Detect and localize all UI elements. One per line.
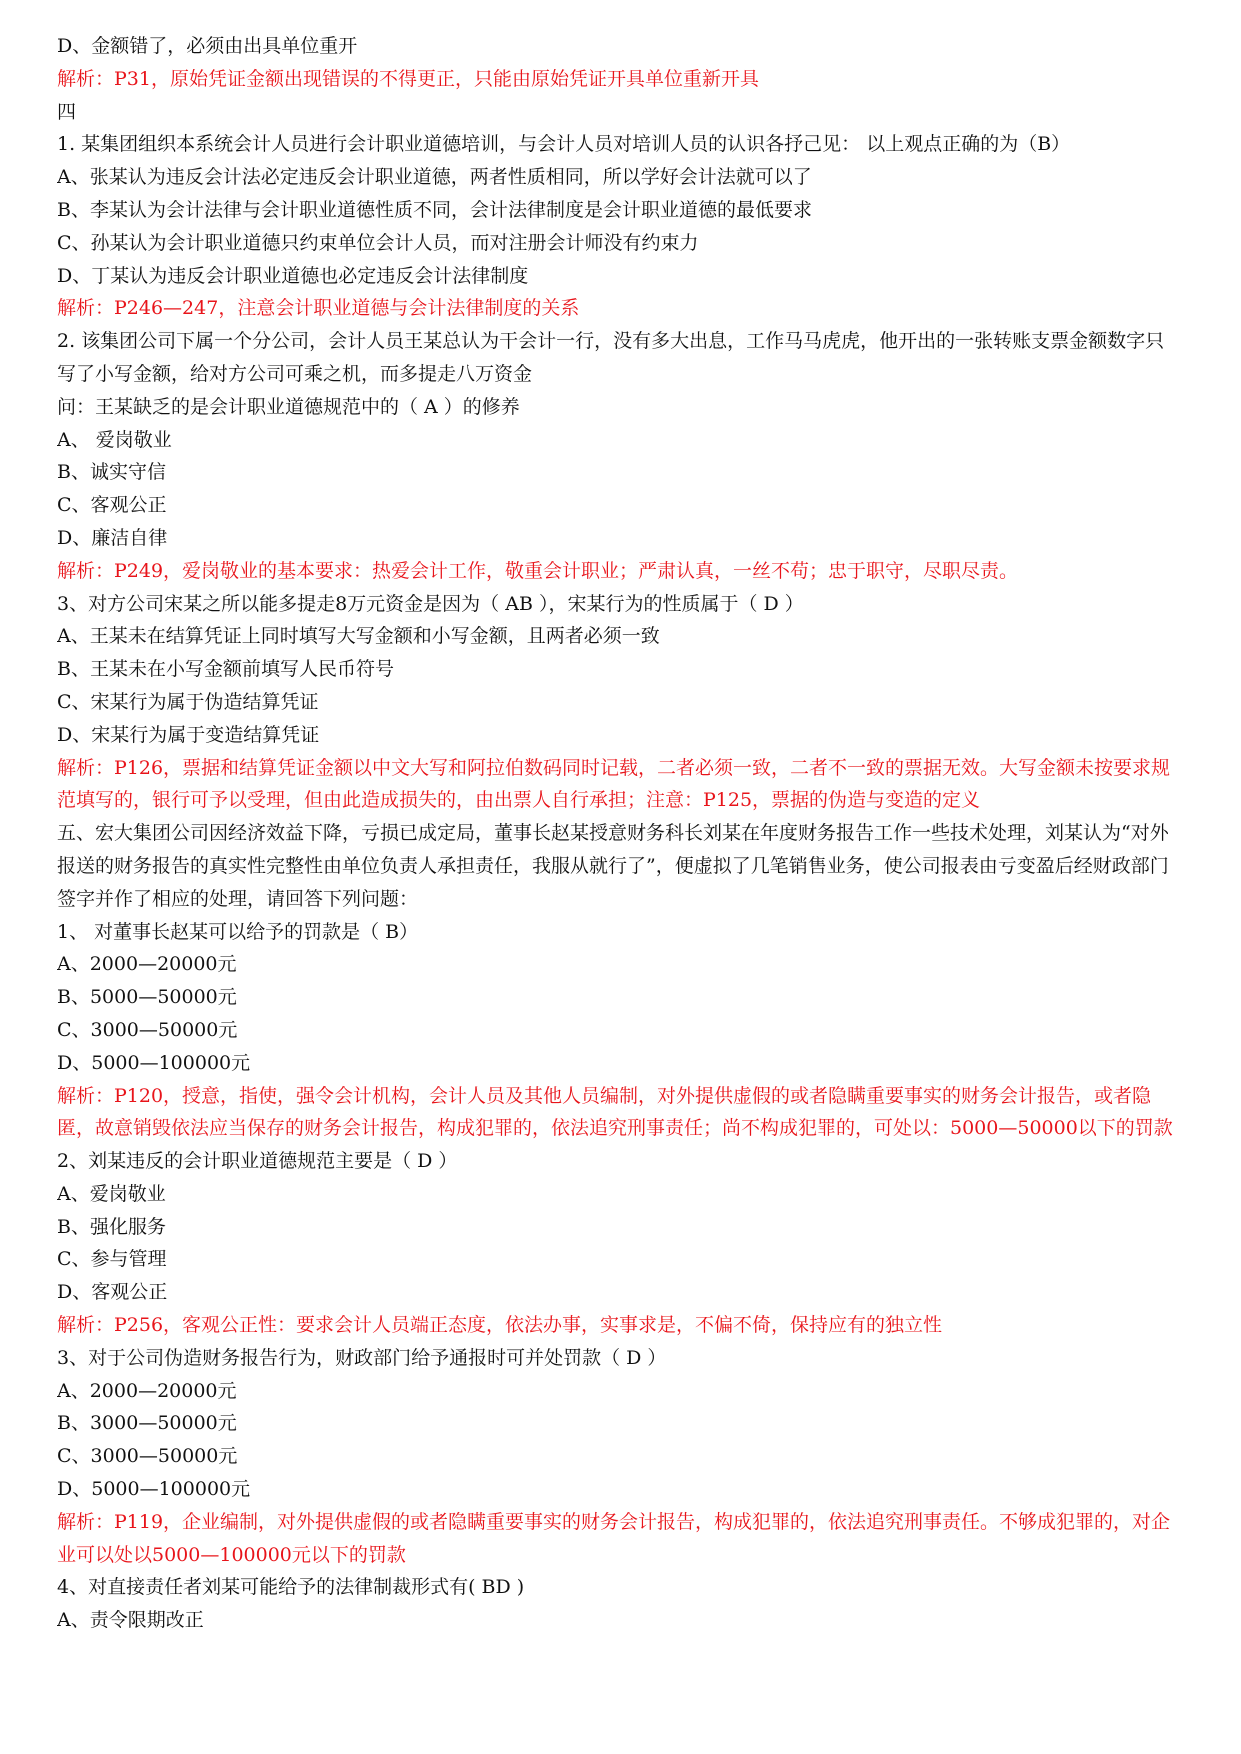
document-line: D、5000—100000元	[57, 1051, 251, 1074]
document-line: 五、宏大集团公司因经济效益下降，亏损已成定局，董事长赵某授意财务科长刘某在年度财务报告工作一些技术处理，刘某认为“对外报送的财务报告的真实性完整性由单位负责人承担责任，我服从就行了”，便虚拟了几笔销售业务，使公司报表由亏变盈后经财政部门签字并作了相应的处理，请回答下列问题：	[57, 822, 1169, 910]
analysis-text: 解析：P31，原始凭证金额出现错误的不得更正，只能由原始凭证开具单位重新开具	[57, 67, 759, 90]
analysis-text: 解析：P120，授意，指使，强令会计机构，会计人员及其他人员编制，对外提供虚假的或者隐瞒重要事实的财务会计报告，或者隐匿，故意销毁依法应当保存的财务会计报告，构成犯罪的，依法追究刑事责任；尚不构成犯罪的，可处以：5000—50000以下的罚款	[57, 1084, 1173, 1140]
document-line: B、诚实守信	[57, 461, 166, 484]
document-line: 1、 对董事长赵某可以给予的罚款是（ B）	[57, 920, 419, 943]
document-page	[57, 30, 1182, 1637]
document-line: A、2000—20000元	[57, 953, 237, 976]
document-line: 四	[57, 100, 77, 123]
analysis-text: 解析：P119，企业编制，对外提供虚假的或者隐瞒重要事实的财务会计报告，构成犯罪的，依法追究刑事责任。不够成犯罪的，对企业可以处以5000—100000元以下的罚款	[57, 1510, 1171, 1566]
document-line: D、宋某行为属于变造结算凭证	[57, 723, 320, 746]
analysis-text: 解析：P256，客观公正性：要求会计人员端正态度，依法办事，实事求是，不偏不倚，保持应有的独立性	[57, 1314, 943, 1337]
document-line: 1. 某集团组织本系统会计人员进行会计职业道德培训，与会计人员对培训人员的认识各抒己见： 以上观点正确的为（B）	[57, 133, 1071, 156]
document-line: 问：王某缺乏的是会计职业道德规范中的（ A ）的修养	[57, 395, 520, 418]
document-line: B、强化服务	[57, 1215, 166, 1238]
document-line: B、5000—50000元	[57, 986, 237, 1009]
document-line: A、爱岗敬业	[57, 1182, 166, 1205]
document-line: A、2000—20000元	[57, 1379, 237, 1402]
analysis-text: 解析：P126，票据和结算凭证金额以中文大写和阿拉伯数码同时记载，二者必须一致，二者不一致的票据无效。大写金额未按要求规范填写的，银行可予以受理，但由此造成损失的，由出票人自行承担；注意：P125，票据的伪造与变造的定义	[57, 756, 1171, 812]
document-line: C、宋某行为属于伪造结算凭证	[57, 690, 319, 713]
analysis-text: 解析：P246—247，注意会计职业道德与会计法律制度的关系	[57, 297, 580, 320]
document-line: B、李某认为会计法律与会计职业道德性质不同，会计法律制度是会计职业道德的最低要求	[57, 198, 812, 221]
document-line: D、丁某认为违反会计职业道德也必定违反会计法律制度	[57, 264, 529, 287]
document-line: 4、对直接责任者刘某可能给予的法律制裁形式有( BD )	[57, 1576, 525, 1599]
document-line: C、参与管理	[57, 1248, 167, 1271]
document-line: C、3000—50000元	[57, 1018, 238, 1041]
analysis-text: 解析：P249，爱岗敬业的基本要求：热爱会计工作，敬重会计职业；严肃认真，一丝不苟；忠于职守，尽职尽责。	[57, 559, 1019, 582]
document-line: A、张某认为违反会计法必定违反会计职业道德，两者性质相同，所以学好会计法就可以了	[57, 166, 812, 189]
document-line: D、客观公正	[57, 1281, 168, 1304]
document-line: A、责令限期改正	[57, 1609, 204, 1632]
document-line: B、王某未在小写金额前填写人民币符号	[57, 658, 394, 681]
document-line: C、孙某认为会计职业道德只约束单位会计人员，而对注册会计师没有约束力	[57, 231, 699, 254]
document-line: 2. 该集团公司下属一个分公司，会计人员王某总认为干会计一行，没有多大出息，工作马马虎虎，他开出的一张转账支票金额数字只写了小写金额，给对方公司可乘之机，而多提走八万资金	[57, 330, 1165, 385]
document-line: 3、对方公司宋某之所以能多提走8万元资金是因为（ AB ），宋某行为的性质属于（ D ）	[57, 592, 804, 615]
document-line: 2、刘某违反的会计职业道德规范主要是（ D ）	[57, 1150, 458, 1173]
document-line: C、客观公正	[57, 494, 167, 517]
document-line: D、5000—100000元	[57, 1478, 251, 1501]
document-line: A、 爱岗敬业	[57, 428, 172, 451]
document-line: B、3000—50000元	[57, 1412, 237, 1435]
document-line: D、廉洁自律	[57, 526, 168, 549]
document-line: C、3000—50000元	[57, 1445, 238, 1468]
document-line: A、王某未在结算凭证上同时填写大写金额和小写金额，且两者必须一致	[57, 625, 660, 648]
document-line: D、金额错了，必须由出具单位重开	[57, 35, 358, 57]
document-line: 3、对于公司伪造财务报告行为，财政部门给予通报时可并处罚款（ D ）	[57, 1346, 667, 1369]
